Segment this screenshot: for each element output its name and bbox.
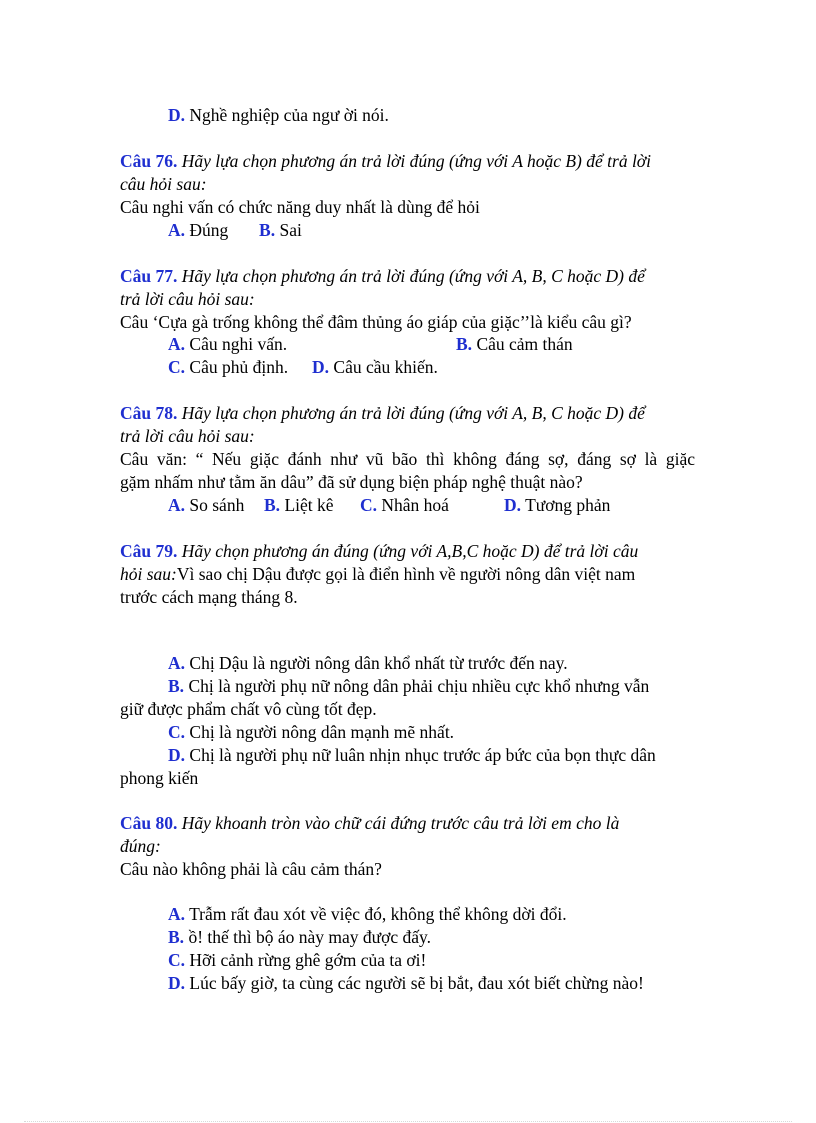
option-a bbox=[168, 494, 244, 517]
option-b bbox=[168, 926, 431, 949]
option-text: Câu cầu khiến. bbox=[333, 357, 438, 377]
option-a bbox=[168, 652, 568, 675]
question-78-text-cont: gặm nhấm như tằm ăn dâu” đã sử dụng biện pháp nghệ thuật nào? bbox=[120, 472, 583, 492]
option-label: A. bbox=[168, 653, 186, 673]
option-label: A. bbox=[168, 904, 186, 924]
option-a bbox=[168, 333, 287, 356]
question-80-instruction bbox=[120, 812, 619, 835]
instruction-text: Hãy lựa chọn phương án trả lời đúng (ứng với A, B, C hoặc D) để bbox=[181, 403, 645, 423]
option-d bbox=[504, 494, 610, 517]
question-number: Câu 77. bbox=[120, 266, 178, 286]
option-text: Trẫm rất đau xót về việc đó, không thể không dời đổi. bbox=[189, 904, 567, 924]
option-d-cont: phong kiến bbox=[120, 768, 199, 788]
question-79-text-cont: trước cách mạng tháng 8. bbox=[120, 587, 298, 607]
instruction-text-cont: hỏi sau: bbox=[120, 564, 177, 584]
option-label: B. bbox=[264, 495, 281, 515]
option-text: Nhân hoá bbox=[381, 495, 449, 515]
option-c bbox=[168, 949, 426, 972]
option-text: So sánh bbox=[189, 495, 245, 515]
option-label: B. bbox=[168, 676, 185, 696]
question-77-instruction bbox=[120, 265, 645, 288]
option-text: Câu phủ định. bbox=[189, 357, 289, 377]
option-label: D. bbox=[168, 105, 186, 125]
option-text: Đúng bbox=[189, 220, 229, 240]
option-d bbox=[168, 744, 656, 767]
question-79-text bbox=[120, 563, 635, 586]
option-c bbox=[168, 356, 288, 379]
option-label: C. bbox=[168, 950, 186, 970]
option-b bbox=[168, 675, 649, 698]
option-d-line bbox=[168, 104, 389, 127]
option-b bbox=[456, 333, 573, 356]
instruction-text: Hãy lựa chọn phương án trả lời đúng (ứng với A, B, C hoặc D) để bbox=[181, 266, 645, 286]
option-label: D. bbox=[312, 357, 330, 377]
option-label: D. bbox=[504, 495, 522, 515]
question-78-instruction bbox=[120, 402, 645, 425]
question-number: Câu 78. bbox=[120, 403, 178, 423]
instruction-text: Hãy khoanh tròn vào chữ cái đứng trước câu trả lời em cho là bbox=[181, 813, 620, 833]
question-79-instruction bbox=[120, 540, 638, 563]
option-a bbox=[168, 903, 567, 926]
instruction-text-cont: đúng: bbox=[120, 836, 161, 856]
question-76-options bbox=[168, 219, 302, 242]
instruction-text: Hãy chọn phương án đúng (ứng với A,B,C hoặc D) để trả lời câu bbox=[181, 541, 639, 561]
option-text: Câu nghi vấn. bbox=[189, 334, 288, 354]
option-b bbox=[264, 494, 334, 517]
option-label: A. bbox=[168, 495, 186, 515]
option-text: Lúc bấy giờ, ta cùng các người sẽ bị bắt, đau xót biết chừng nào! bbox=[189, 973, 644, 993]
option-label: D. bbox=[168, 973, 186, 993]
option-text: Liệt kê bbox=[284, 495, 334, 515]
option-d bbox=[168, 972, 644, 995]
option-text: ồ! thế thì bộ áo này may được đấy. bbox=[188, 927, 432, 947]
option-c bbox=[168, 721, 454, 744]
question-number: Câu 76. bbox=[120, 151, 178, 171]
option-label: B. bbox=[168, 927, 185, 947]
option-c bbox=[360, 494, 449, 517]
question-number: Câu 80. bbox=[120, 813, 178, 833]
page-border-dotted bbox=[24, 1121, 792, 1122]
instruction-text-cont: trả lời câu hỏi sau: bbox=[120, 289, 255, 309]
option-label: C. bbox=[360, 495, 378, 515]
question-78-text: Câu văn: “ Nếu giặc đánh như vũ bão thì không đáng sợ, đáng sợ là giặc bbox=[120, 449, 695, 469]
instruction-text: Hãy lựa chọn phương án trả lời đúng (ứng với A hoặc B) để trả lời bbox=[181, 151, 652, 171]
option-label: B. bbox=[456, 334, 473, 354]
option-text: Chị là người nông dân mạnh mẽ nhất. bbox=[189, 722, 455, 742]
option-b-cont: giữ được phẩm chất vô cùng tốt đẹp. bbox=[120, 699, 377, 719]
option-text: Sai bbox=[279, 220, 302, 240]
option-text: Chị Dậu là người nông dân khổ nhất từ trước đến nay. bbox=[189, 653, 568, 673]
question-text: Vì sao chị Dậu được gọi là điển hình về người nông dân việt nam bbox=[176, 564, 636, 584]
option-d bbox=[312, 356, 438, 379]
instruction-text-cont: câu hỏi sau: bbox=[120, 174, 207, 194]
option-label: D. bbox=[168, 745, 186, 765]
option-text: Hỡi cảnh rừng ghê gớm của ta ơi! bbox=[189, 950, 427, 970]
question-77-text: Câu ‘Cựa gà trống không thể đâm thủng áo giáp của giặc’’là kiểu câu gì? bbox=[120, 312, 632, 332]
option-label: B. bbox=[259, 220, 276, 240]
option-label: A. bbox=[168, 334, 186, 354]
option-text: Chị là người phụ nữ luân nhịn nhục trước áp bức của bọn thực dân bbox=[189, 745, 656, 765]
option-label: C. bbox=[168, 722, 186, 742]
option-text: Câu cảm thán bbox=[476, 334, 573, 354]
instruction-text-cont: trả lời câu hỏi sau: bbox=[120, 426, 255, 446]
question-76-text: Câu nghi vấn có chức năng duy nhất là dùng để hỏi bbox=[120, 197, 480, 217]
option-label: C. bbox=[168, 357, 186, 377]
question-number: Câu 79. bbox=[120, 541, 178, 561]
question-80-text: Câu nào không phải là câu cảm thán? bbox=[120, 859, 382, 879]
question-76-instruction bbox=[120, 150, 651, 173]
option-text: Nghề nghiệp của ngư ời nói. bbox=[189, 105, 389, 125]
option-label: A. bbox=[168, 220, 186, 240]
option-text: Chị là người phụ nữ nông dân phải chịu nhiều cực khổ nhưng vẫn bbox=[188, 676, 650, 696]
option-text: Tương phản bbox=[525, 495, 611, 515]
